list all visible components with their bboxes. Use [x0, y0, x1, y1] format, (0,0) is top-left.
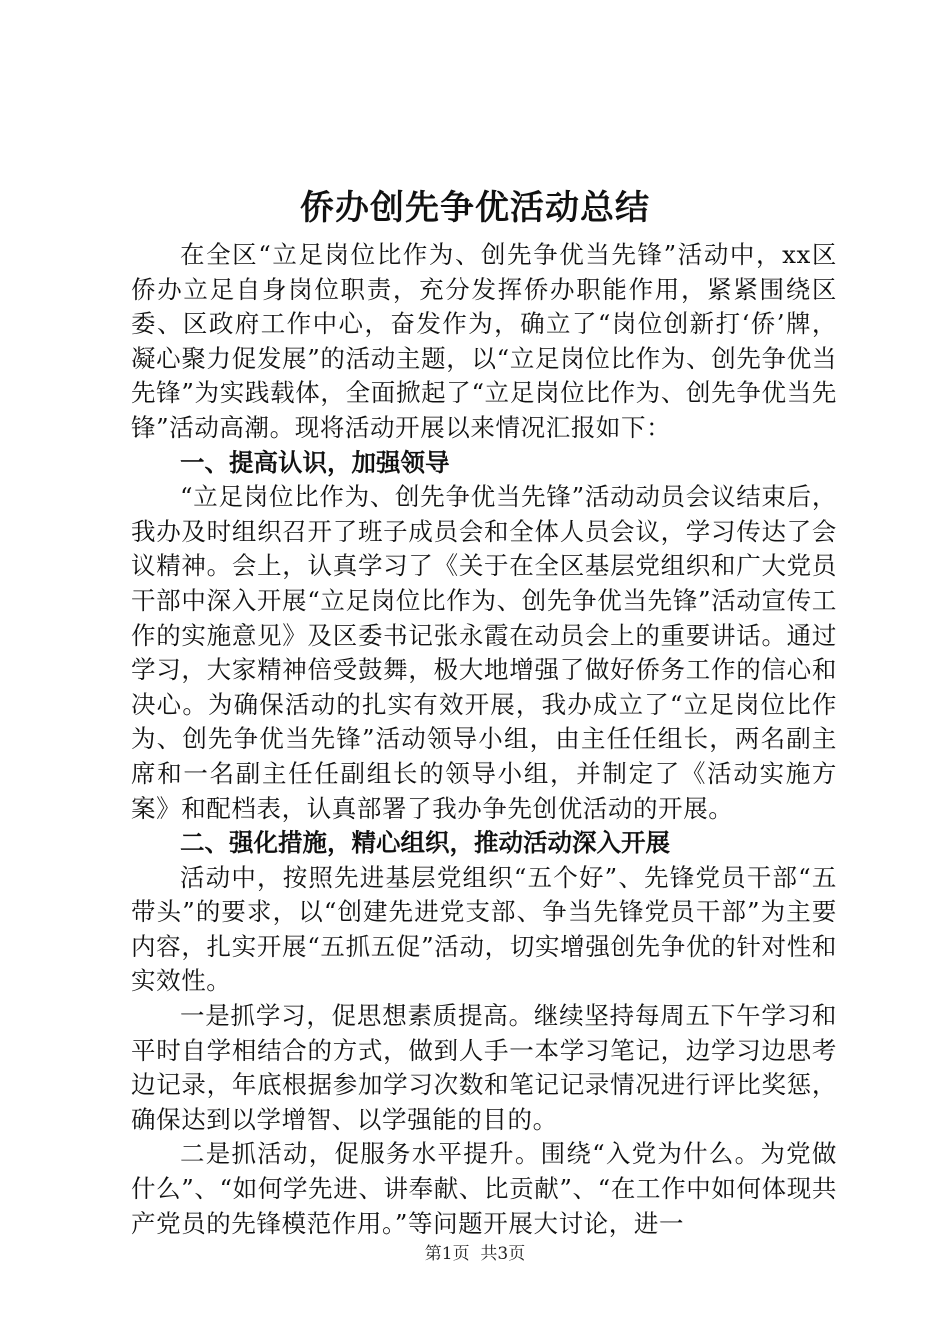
paragraph-item-1: 一是抓学习，促思想素质提高。继续坚持每周五下午学习和平时自学相结合的方式，做到人手一本学习笔记，边学习边思考边记录，年底根据参加学习次数和笔记记录情况进行评比奖惩，确保达到以学增智、以学强能的目的。: [131, 1001, 837, 1134]
page-number-footer: 第1页 共3页: [424, 1244, 526, 1264]
paragraph-section-1: “立足岗位比作为、创先争优当先锋”活动动员会议结束后，我办及时组织召开了班子成员会和全体人员会议，学习传达了会议精神。会上，认真学习了《关于在全区基层党组织和广大党员干部中深入开展“立足岗位比作为、创先争优当先锋”活动宣传工作的实施意见》及区委书记张永霞在动员会上的重要讲话。通过学习，大家精神倍受鼓舞，极大地增强了做好侨务工作的信心和决心。为确保活动的扎实有效开展，我办成立了“立足岗位比作为、创先争优当先锋”活动领导小组，由主任任组长，两名副主席和一名副主任任副组长的领导小组，并制定了《活动实施方案》和配档表，认真部署了我办争先创优活动的开展。: [131, 482, 837, 823]
paragraph-item-2: 二是抓活动，促服务水平提升。围绕“入党为什么。为党做什么”、“如何学先进、讲奉献、比贡献”、“在工作中如何体现共产党员的先锋模范作用。”等问题开展大讨论，进一: [131, 1139, 837, 1238]
document-body: [131, 238, 837, 1241]
section-heading-2: 二、强化措施，精心组织，推动活动深入开展: [180, 828, 670, 858]
section-heading-1: 一、提高认识，加强领导: [180, 447, 450, 477]
document-title: 侨办创先争优活动总结: [300, 188, 650, 228]
paragraph-intro: 在全区“立足岗位比作为、创先争优当先锋”活动中，xx区侨办立足自身岗位职责，充分发挥侨办职能作用，紧紧围绕区委、区政府工作中心，奋发作为，确立了“岗位创新打‘侨’牌，凝心聚力促发展”的活动主题，以“立足岗位比作为、创先争优当先锋”为实践载体，全面掀起了“立足岗位比作为、创先争优当先锋”活动高潮。现将活动开展以来情况汇报如下：: [131, 240, 837, 442]
paragraph-section-2-intro: 活动中，按照先进基层党组织“五个好”、先锋党员干部“五带头”的要求，以“创建先进党支部、争当先锋党员干部”为主要内容，扎实开展“五抓五促”活动，切实增强创先争优的针对性和实效性。: [131, 862, 837, 996]
